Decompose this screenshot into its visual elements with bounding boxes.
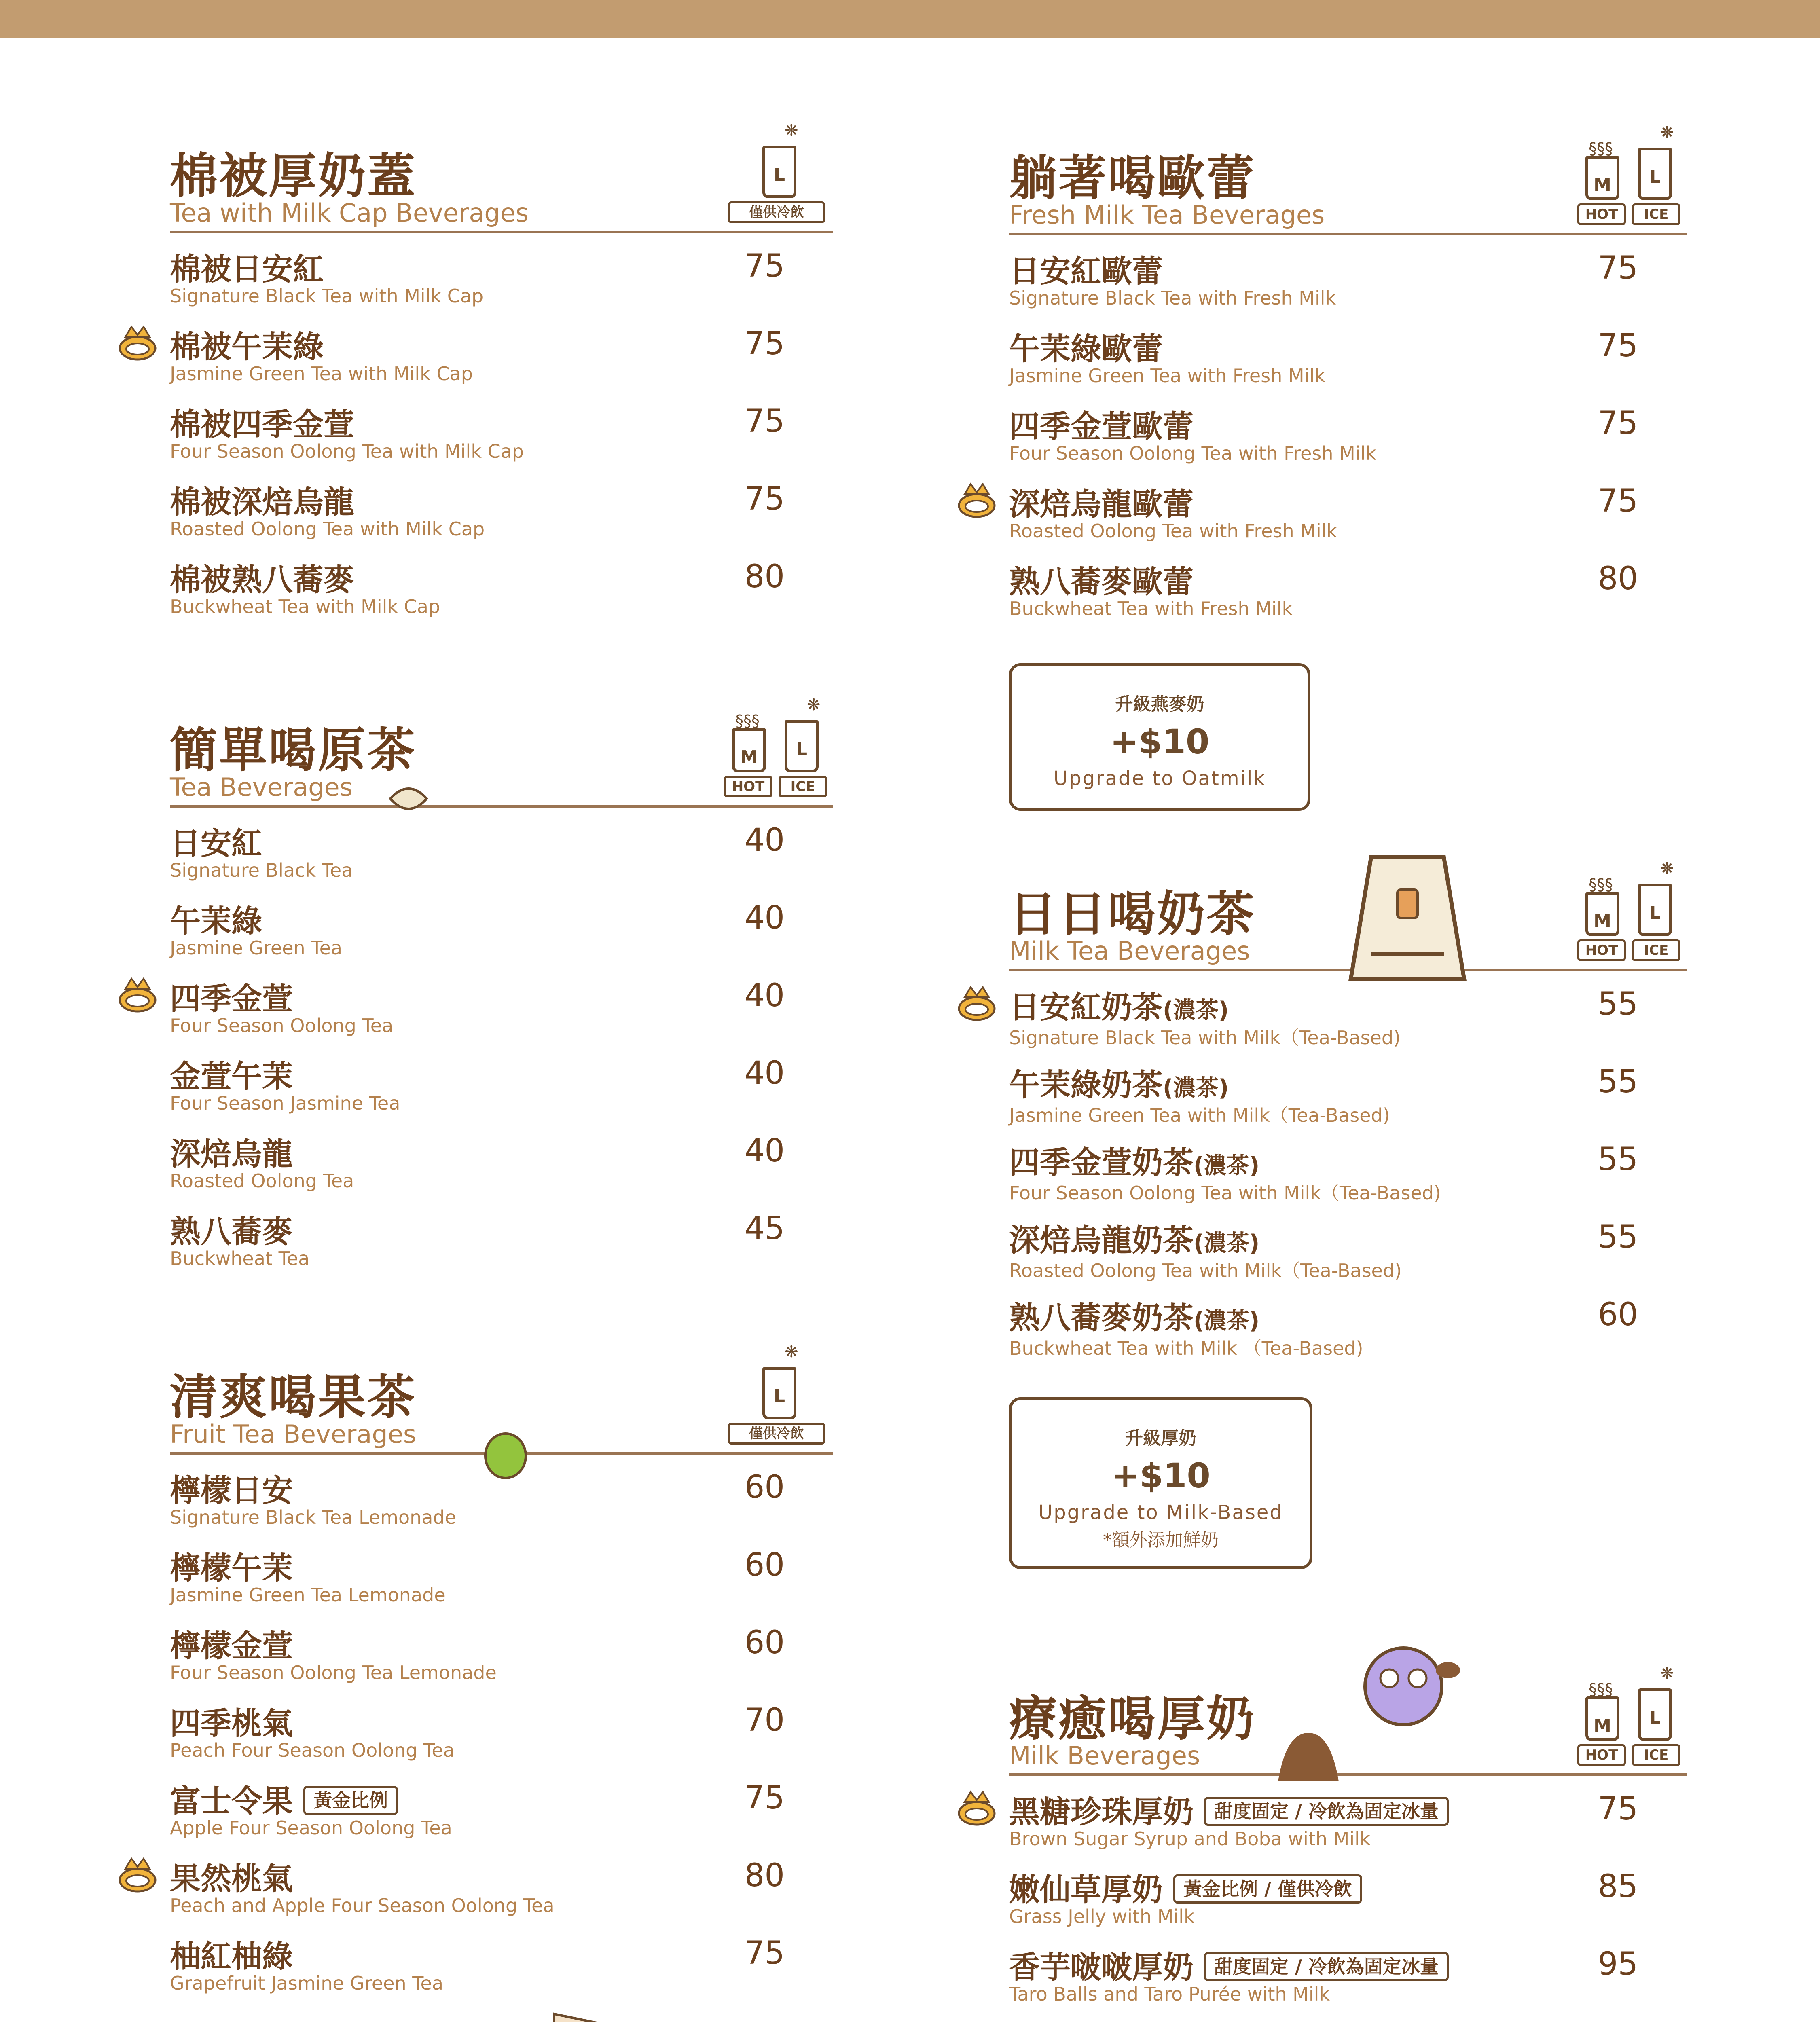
item-price: 75 (744, 326, 785, 362)
item-name: 棉被深焙烏龍 (170, 484, 354, 520)
upgrade-milkbased-box (1009, 1397, 1312, 1569)
item-description: Roasted Oolong Tea with Fresh Milk (1009, 520, 1337, 542)
item-price: 60 (1598, 1297, 1638, 1333)
menu-item (170, 974, 833, 1052)
chestnut-illustration (1270, 1725, 1347, 1785)
menu-item (170, 322, 833, 400)
item-name: 四季桃氣 (170, 1705, 293, 1741)
item-name: 日安紅奶茶(濃茶) (1009, 989, 1229, 1025)
item-name: 檸檬午茉 (170, 1550, 293, 1586)
item-price: 70 (744, 1702, 785, 1739)
section-header (1009, 123, 1687, 235)
cup-m-icon: M (1585, 156, 1619, 200)
item-name: 午茉綠歐蕾 (1009, 331, 1163, 367)
cup-l-icon: L (1638, 1688, 1672, 1741)
cold-only-tag: 僅供冷飲 (728, 201, 825, 223)
item-list (1009, 247, 1687, 635)
item-price: 60 (744, 1469, 785, 1506)
menu-item (170, 478, 833, 555)
item-description: Signature Black Tea with Milk（Tea-Based) (1009, 1027, 1401, 1049)
hot-tag: HOT (724, 776, 772, 797)
upgrade-en: Upgrade to Milk-Based (1038, 1501, 1283, 1524)
section-title: 日日喝奶茶 (1009, 886, 1256, 942)
crown-recommend-icon (117, 977, 158, 1013)
milkcap-section (170, 121, 833, 633)
item-badge: 甜度固定 / 冷飲為固定冰量 (1204, 1952, 1449, 1981)
item-description: Roasted Oolong Tea (170, 1170, 354, 1192)
item-description: Jasmine Green Tea with Milk Cap (170, 363, 473, 385)
upgrade-label: 升級燕麥奶 (1115, 694, 1204, 715)
item-name: 日安紅 (170, 825, 262, 861)
item-description: Four Season Oolong Tea (170, 1015, 394, 1036)
item-price: 40 (744, 1055, 785, 1091)
item-description: Jasmine Green Tea (170, 937, 343, 959)
item-name: 果然桃氣 (170, 1861, 293, 1897)
section-subtitle: Milk Tea Beverages (1009, 936, 1250, 966)
item-price: 85 (1598, 1868, 1638, 1905)
item-name: 四季金萱歐蕾 (1009, 408, 1194, 444)
ice-icon: ❋ (1660, 1664, 1674, 1683)
cup-size-icons (724, 121, 833, 226)
item-badge: 黃金比例 (303, 1786, 398, 1815)
item-description: Four Season Oolong Tea with Fresh Milk (1009, 442, 1377, 464)
menu-item (1009, 247, 1687, 324)
item-description: Peach and Apple Four Season Oolong Tea (170, 1895, 554, 1916)
owl-mascot-illustration (1343, 1630, 1472, 1743)
item-description: Grapefruit Jasmine Green Tea (170, 1972, 444, 1994)
menu-item (1009, 1865, 1687, 1943)
item-name: 香芋啵啵厚奶 甜度固定 / 冷飲為固定冰量 (1009, 1943, 1449, 1987)
item-price: 80 (744, 558, 785, 595)
item-price: 75 (1598, 1791, 1638, 1827)
ice-tag: ICE (779, 776, 827, 797)
item-description: Taro Balls and Taro Purée with Milk (1009, 1983, 1330, 2005)
strong-tea-suffix: (濃茶) (1163, 1075, 1229, 1101)
item-name: 午茉綠奶茶(濃茶) (1009, 1067, 1229, 1103)
crown-recommend-icon (117, 1857, 158, 1893)
item-name: 深焙烏龍歐蕾 (1009, 486, 1194, 522)
item-name: 四季金萱 (170, 981, 293, 1017)
item-description: Buckwheat Tea with Fresh Milk (1009, 598, 1293, 620)
section-title: 棉被厚奶蓋 (170, 148, 417, 204)
crown-recommend-icon (957, 1790, 997, 1826)
item-price: 75 (744, 248, 785, 284)
menu-item (170, 1699, 833, 1777)
upgrade-note: *額外添加鮮奶 (1103, 1530, 1219, 1550)
steam-icon: §§§ (1589, 876, 1613, 894)
item-price: 55 (1598, 1141, 1638, 1178)
item-name: 棉被四季金萱 (170, 406, 354, 442)
nap-bottle-illustration (485, 2006, 615, 2022)
section-subtitle: Fruit Tea Beverages (170, 1419, 417, 1449)
menu-item (170, 1854, 833, 1932)
menu-item (170, 1129, 833, 1207)
item-price: 60 (744, 1547, 785, 1583)
item-name: 深焙烏龍 (170, 1136, 293, 1172)
section-title: 療癒喝厚奶 (1009, 1691, 1256, 1747)
item-description: Signature Black Tea with Fresh Milk (1009, 287, 1336, 309)
item-name: 黑糖珍珠厚奶 甜度固定 / 冷飲為固定冰量 (1009, 1787, 1449, 1832)
item-price: 75 (744, 1935, 785, 1971)
signboard-illustration (1347, 853, 1468, 983)
cup-l-icon: L (1638, 884, 1672, 936)
menu-item (1009, 1216, 1687, 1293)
item-description: Four Season Oolong Tea Lemonade (170, 1662, 497, 1684)
item-name: 柚紅柚綠 (170, 1938, 293, 1974)
item-price: 40 (744, 900, 785, 936)
cup-m-icon: M (732, 728, 766, 772)
section-title: 簡單喝原茶 (170, 722, 417, 778)
item-badge: 甜度固定 / 冷飲為固定冰量 (1204, 1797, 1449, 1826)
cup-l-icon: L (785, 720, 819, 772)
cup-l-icon: L (762, 1367, 796, 1419)
item-name: 深焙烏龍奶茶(濃茶) (1009, 1222, 1260, 1258)
item-description: Signature Black Tea with Milk Cap (170, 285, 484, 307)
menu-item (170, 245, 833, 322)
hot-tag: HOT (1577, 203, 1626, 225)
crown-recommend-icon (117, 325, 158, 361)
item-name: 嫩仙草厚奶 黃金比例 / 僅供冷飲 (1009, 1865, 1362, 1909)
upgrade-oatmilk-box (1009, 663, 1310, 811)
cup-size-icons (1577, 123, 1687, 228)
item-list (1009, 1787, 1687, 2022)
item-description: Jasmine Green Tea with Milk（Tea-Based) (1009, 1104, 1390, 1126)
item-description: Signature Black Tea (170, 859, 353, 881)
cup-size-icons (724, 1343, 833, 1448)
menu-item (1009, 983, 1687, 1060)
ice-tag: ICE (1632, 1744, 1680, 1766)
menu-item (170, 1207, 833, 1285)
section-header (170, 121, 833, 233)
cup-m-icon: M (1585, 1696, 1619, 1741)
item-name: 熟八蕎麥歐蕾 (1009, 564, 1194, 600)
item-list (170, 1466, 833, 2009)
leaf-illustration (386, 783, 431, 815)
section-subtitle: Tea Beverages (170, 772, 353, 802)
steam-icon: §§§ (1589, 140, 1613, 158)
item-price: 75 (744, 403, 785, 440)
item-price: 80 (1598, 560, 1638, 597)
item-price: 75 (744, 1780, 785, 1816)
steam-icon: §§§ (1589, 1680, 1613, 1699)
ice-tag: ICE (1632, 939, 1680, 961)
menu-item (170, 1544, 833, 1621)
item-name: 日安紅歐蕾 (1009, 253, 1163, 289)
item-description: Roasted Oolong Tea with Milk Cap (170, 518, 485, 540)
menu-item (170, 1052, 833, 1129)
strong-tea-suffix: (濃茶) (1194, 1308, 1260, 1334)
menu-item (1009, 1293, 1687, 1371)
item-name (1009, 2020, 1510, 2022)
item-price: 55 (1598, 1219, 1638, 1255)
menu-item (170, 1777, 833, 1854)
cold-only-tag: 僅供冷飲 (728, 1423, 825, 1445)
section-subtitle: Fresh Milk Tea Beverages (1009, 200, 1325, 230)
menu-item (1009, 324, 1687, 402)
item-price: 75 (744, 481, 785, 517)
item-price: 75 (1598, 405, 1638, 442)
item-description: Buckwheat Tea (170, 1248, 310, 1269)
item-description: Buckwheat Tea with Milk Cap (170, 596, 440, 618)
tea-section (170, 696, 833, 1285)
section-header (170, 696, 833, 808)
item-description: Four Season Jasmine Tea (170, 1092, 400, 1114)
item-name: 熟八蕎麥奶茶(濃茶) (1009, 1300, 1260, 1336)
section-title: 清爽喝果茶 (170, 1369, 417, 1425)
strong-tea-suffix: (濃茶) (1194, 1153, 1260, 1179)
item-badge: 黃金比例 / 僅供冷飲 (1173, 1874, 1362, 1904)
strong-tea-suffix: (濃茶) (1194, 1230, 1260, 1256)
cup-l-icon: L (1638, 148, 1672, 200)
cup-l-icon: L (762, 146, 796, 198)
menu-item (1009, 2020, 1687, 2022)
item-price: 55 (1598, 1064, 1638, 1100)
item-name: 金萱午茉 (170, 1058, 293, 1094)
ice-icon: ❋ (785, 121, 798, 140)
item-description: Grass Jelly with Milk (1009, 1906, 1195, 1927)
cup-m-icon: M (1585, 892, 1619, 936)
section-subtitle: Tea with Milk Cap Beverages (170, 198, 529, 228)
item-list (170, 819, 833, 1285)
item-description: Jasmine Green Tea with Fresh Milk (1009, 365, 1325, 387)
top-band (0, 0, 1820, 38)
item-description: Brown Sugar Syrup and Boba with Milk (1009, 1828, 1371, 1850)
item-name: 熟八蕎麥 (170, 1214, 293, 1250)
cup-size-icons (724, 696, 833, 801)
upgrade-label: 升級厚奶 (1125, 1428, 1196, 1449)
menu-item (1009, 1787, 1687, 1865)
freshmilk-section (1009, 123, 1687, 635)
menu-item (170, 897, 833, 974)
menu-item (1009, 402, 1687, 480)
item-description: Signature Black Tea Lemonade (170, 1506, 456, 1528)
item-description: Roasted Oolong Tea with Milk（Tea-Based) (1009, 1260, 1402, 1282)
crown-recommend-icon (957, 482, 997, 518)
cup-size-icons (1577, 1664, 1687, 1769)
strong-tea-suffix: (濃茶) (1163, 997, 1229, 1024)
ice-icon: ❋ (1660, 123, 1674, 142)
ice-icon: ❋ (785, 1343, 798, 1361)
upgrade-price: +$10 (1111, 1456, 1211, 1495)
cup-size-icons (1577, 859, 1687, 964)
ice-icon: ❋ (807, 696, 821, 714)
item-price: 40 (744, 1133, 785, 1169)
item-name: 棉被熟八蕎麥 (170, 562, 354, 598)
upgrade-price: +$10 (1110, 722, 1210, 761)
menu-item (1009, 1138, 1687, 1216)
item-name: 午茉綠 (170, 903, 262, 939)
menu-item (1009, 480, 1687, 557)
item-list (170, 245, 833, 633)
ice-icon: ❋ (1660, 859, 1674, 878)
item-description: Buckwheat Tea with Milk （Tea-Based) (1009, 1337, 1363, 1359)
menu-item (170, 819, 833, 897)
item-price: 45 (744, 1210, 785, 1247)
menu-item (1009, 1943, 1687, 2020)
item-price: 60 (744, 1624, 785, 1661)
item-name: 棉被午茉綠 (170, 329, 324, 365)
item-name: 四季金萱奶茶(濃茶) (1009, 1144, 1260, 1180)
item-name: 棉被日安紅 (170, 251, 324, 287)
ice-tag: ICE (1632, 203, 1680, 225)
item-price: 75 (1598, 483, 1638, 519)
item-price: 80 (744, 1857, 785, 1894)
hot-tag: HOT (1577, 939, 1626, 961)
item-price: 75 (1598, 328, 1638, 364)
menu-item (170, 1932, 833, 2009)
item-description: Apple Four Season Oolong Tea (170, 1817, 452, 1839)
lime-illustration (481, 1428, 530, 1480)
item-name: 富士令果 黃金比例 (170, 1777, 398, 1821)
item-name: 檸檬日安 (170, 1472, 293, 1508)
item-description: Jasmine Green Tea Lemonade (170, 1584, 446, 1606)
item-description: Peach Four Season Oolong Tea (170, 1739, 455, 1761)
item-price: 40 (744, 822, 785, 859)
item-name: 檸檬金萱 (170, 1628, 293, 1664)
menu-item (1009, 557, 1687, 635)
item-description: Four Season Oolong Tea with Milk Cap (170, 440, 524, 462)
upgrade-en: Upgrade to Oatmilk (1053, 767, 1266, 790)
hot-tag: HOT (1577, 1744, 1626, 1766)
item-price: 75 (1598, 250, 1638, 286)
menu-item (170, 1621, 833, 1699)
steam-icon: §§§ (735, 712, 760, 730)
item-price: 55 (1598, 986, 1638, 1022)
item-list (1009, 983, 1687, 1371)
section-subtitle: Milk Beverages (1009, 1741, 1200, 1770)
menu-item (170, 400, 833, 478)
item-price: 95 (1598, 1946, 1638, 1982)
crown-recommend-icon (957, 985, 997, 1022)
section-title: 躺著喝歐蕾 (1009, 150, 1256, 206)
item-description: Four Season Oolong Tea with Milk（Tea-Based) (1009, 1182, 1441, 1204)
menu-item (1009, 1060, 1687, 1138)
item-price: 40 (744, 977, 785, 1014)
menu-item (170, 555, 833, 633)
